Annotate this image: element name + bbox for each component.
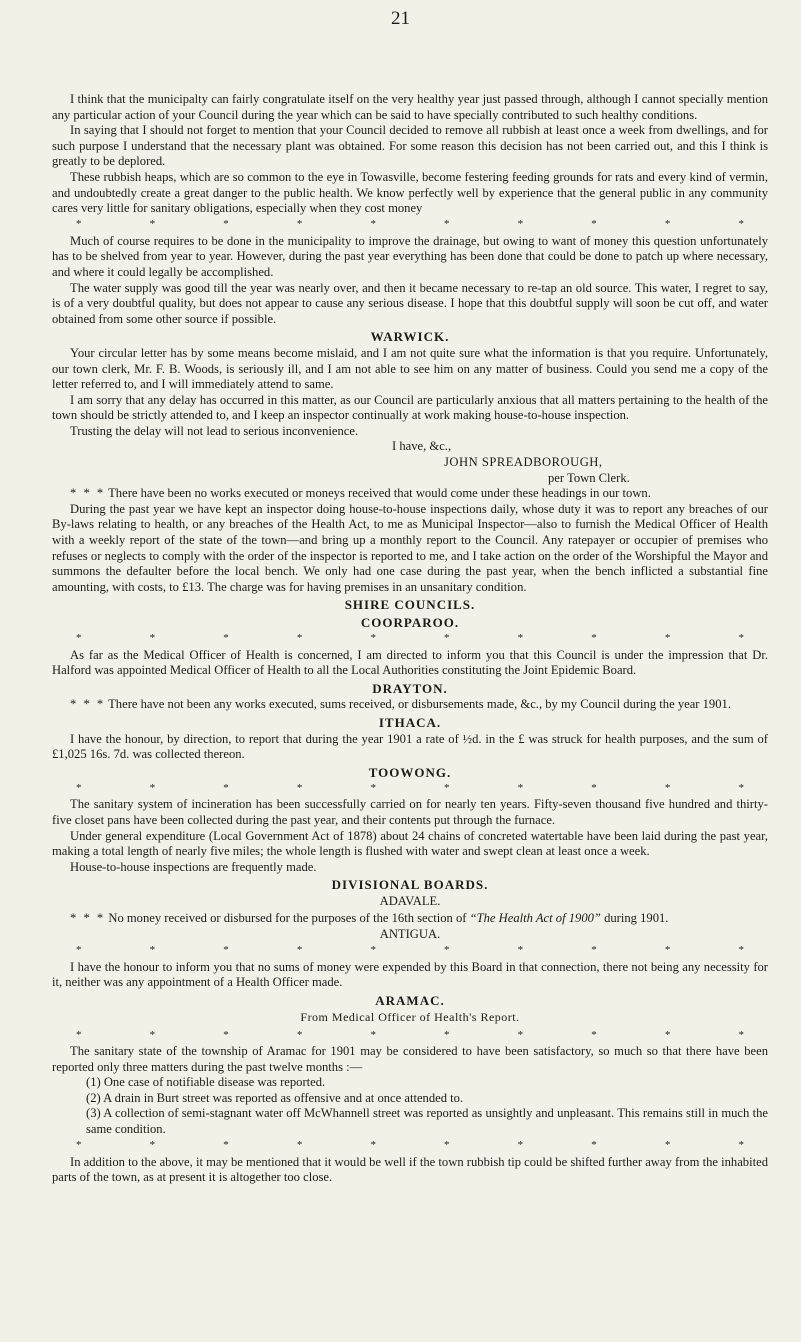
asterisk: *: [370, 1028, 376, 1041]
asterisk: *: [591, 944, 597, 957]
asterisk: *: [223, 944, 229, 957]
asterisk: *: [738, 1028, 744, 1041]
paragraph-text: There have been no works executed or moneys received that would come under these headings in our town.: [108, 486, 651, 501]
asterisk: *: [370, 218, 376, 231]
asterisk: *: [517, 944, 524, 957]
asterisk: *: [296, 632, 303, 645]
asterisk: *: [223, 632, 229, 645]
sub-heading: ANTIGUA.: [379, 927, 441, 942]
asterisk: *: [664, 1028, 671, 1041]
asterisk: *: [76, 218, 82, 231]
asterisk: *: [591, 218, 597, 231]
asterisk-separator: [52, 1139, 768, 1154]
asterisk-separator: [52, 218, 768, 233]
asterisk: *: [444, 782, 450, 795]
paragraph: Trusting the delay will not lead to serious inconvenience.: [70, 423, 359, 438]
asterisk: *: [738, 218, 744, 231]
asterisk: *: [591, 1139, 597, 1152]
asterisk: *: [738, 782, 744, 795]
asterisk: *: [444, 218, 450, 231]
asterisk: *: [738, 1139, 744, 1152]
paragraph: The sanitary state of the township of Aramac for 1901 may be considered to have been satisfactory, so much so that there have been reported only three matters during the past twelve months :—: [52, 1044, 768, 1074]
asterisk: *: [149, 782, 156, 795]
asterisk: *: [738, 944, 744, 957]
asterisk-lead: * * *: [70, 486, 106, 501]
asterisk: *: [223, 782, 229, 795]
paragraph: During the past year we have kept an inspector doing house-to-house inspections daily, whose duty it was to report any breaches of our By-laws relating to health, or any breaches of the Health Act, to me as Municipal Inspector—also to furnish the Medical Officer of Health with a weekly report of the state of the town—and bring up a monthly report to the Council. Any ratepayer or occupier of premises who refuses or neglects to comply with the order of the inspector is reported to me, and I take action on the order of the Worshipful the Mayor and summons the defaulter before the local bench. We only had one case during the past year, when the bench inflicted a substantial fine amounting, with costs, to £13. The charge was for having premises in an unsanitary condition.: [52, 501, 768, 594]
asterisk: *: [517, 1028, 524, 1041]
paragraph: Your circular letter has by some means become mislaid, and I am not quite sure what the information is that you require. Unfortunately, our town clerk, Mr. F. B. Woods, is seriously ill, and I am not able to see him on any matter of business. Could you send me a copy of the letter referred to, and I will immediately attend to same.: [52, 345, 768, 392]
asterisk: *: [223, 1028, 229, 1041]
report-source-heading: From Medical Officer of Health's Report.: [300, 1010, 520, 1025]
asterisk: *: [149, 632, 156, 645]
list-item: (3) A collection of semi-stagnant water off McWhannell street was reported as unsightly and unpleasant. This remains still in much the same condition.: [86, 1106, 768, 1137]
paragraph: In saying that I should not forget to mention that your Council decided to remove all rubbish at least once a week from dwellings, and for such purpose I understand that the necessary plant was obtained. For some reason this decision has not been carried out, and this I think is greatly to be deplored.: [52, 123, 768, 169]
list-item: (2) A drain in Burt street was reported as offensive and at once attended to.: [86, 1090, 464, 1105]
asterisk-separator: [52, 632, 768, 647]
asterisk: *: [296, 1028, 303, 1041]
asterisk: *: [370, 1139, 376, 1152]
asterisk-lead: * * *: [70, 910, 106, 925]
asterisk: *: [149, 218, 156, 231]
asterisk: *: [296, 218, 303, 231]
text-column: [52, 92, 768, 1186]
asterisk: *: [444, 1028, 450, 1041]
paragraph-text: during 1901.: [600, 910, 669, 925]
paragraph: I think that the municipalty can fairly congratulate itself on the very healthy year just passed through, although I cannot specially mention any particular action of your Council during the year which can be said to have specially contributed to such healthy conditions.: [52, 92, 768, 122]
asterisk: *: [76, 1139, 82, 1152]
asterisk: *: [444, 632, 450, 645]
asterisk: *: [296, 1139, 303, 1152]
asterisk: *: [370, 944, 376, 957]
list-item: (1) One case of notifiable disease was reported.: [86, 1075, 326, 1090]
asterisk: *: [223, 218, 229, 231]
asterisk: *: [444, 1139, 450, 1152]
asterisk: *: [591, 632, 597, 645]
sub-heading: ADAVALE.: [379, 893, 441, 908]
asterisk: *: [517, 218, 524, 231]
asterisk: *: [591, 782, 597, 795]
paragraph: House-to-house inspections are frequently made.: [70, 859, 317, 874]
asterisk: *: [591, 1028, 597, 1041]
paragraph: The water supply was good till the year was nearly over, and then it became necessary to re-tap an old source. This water, I regret to say, is of a very doubtful quality, but does not appear to cause any serious disease. I hope that this doubtful supply will soon be cut off, and water obtained from some other source if possible.: [52, 280, 768, 326]
paragraph: [52, 911, 768, 927]
section-heading: TOOWONG.: [368, 764, 452, 780]
asterisk: *: [444, 944, 450, 957]
paragraph: Under general expenditure (Local Government Act of 1878) about 24 chains of concreted watertable have been laid during the past year, making a total length of nearly five miles; the whole length is flushed with water and swept clean at least once a week.: [52, 828, 768, 859]
page-number: 21: [391, 8, 410, 29]
section-heading: ARAMAC.: [375, 992, 445, 1008]
asterisk: *: [370, 782, 376, 795]
asterisk: *: [149, 1139, 156, 1152]
section-heading: WARWICK.: [370, 329, 450, 345]
asterisk: *: [149, 1028, 156, 1041]
asterisk-separator: [52, 944, 768, 959]
paragraph: The sanitary system of incineration has been successfully carried on for nearly ten years. Fifty-seven thousand five hundred and thirty-five closet pans have been collected during the past year, and their contents put through the furnace.: [52, 797, 768, 827]
signature-line: JOHN SPREADBOROUGH,: [444, 455, 603, 470]
asterisk: *: [517, 1139, 524, 1152]
paragraph: I have the honour, by direction, to report that during the year 1901 a rate of ½d. in the £ was struck for health purposes, and the sum of £1,025 16s. 7d. was collected thereon.: [52, 731, 768, 762]
paragraph: I am sorry that any delay has occurred in this matter, as our Council are particularly anxious that all matters pertaining to the health of the town should be strictly attended to, and I keep an inspector continually at work making house-to-house inspection.: [52, 392, 768, 423]
asterisk: *: [76, 782, 82, 795]
paragraph: [52, 697, 768, 713]
asterisk: *: [76, 632, 82, 645]
paragraph: In addition to the above, it may be mentioned that it would be well if the town rubbish tip could be shifted further away from the inhabited parts of the town, as at present it is altogether too close.: [52, 1154, 768, 1185]
asterisk: *: [664, 218, 671, 231]
asterisk: *: [738, 632, 744, 645]
asterisk: *: [76, 944, 82, 957]
asterisk: *: [664, 782, 671, 795]
asterisk: *: [370, 632, 376, 645]
asterisk: *: [223, 1139, 229, 1152]
asterisk-lead: * * *: [70, 697, 106, 712]
paragraph: These rubbish heaps, which are so common to the eye in Towasville, become festering feeding grounds for rats and every kind of vermin, and undoubtedly create a great danger to the public health. We know perfectly well by experience that the general public in any community cares very little for sanitary obligations, especially when they cost money: [52, 169, 768, 216]
asterisk: *: [296, 944, 303, 957]
asterisk: *: [76, 1028, 82, 1041]
asterisk: *: [517, 632, 524, 645]
asterisk: *: [149, 944, 156, 957]
asterisk: *: [664, 944, 671, 957]
section-heading: DIVISIONAL BOARDS.: [331, 877, 489, 893]
signature-line: per Town Clerk.: [548, 470, 630, 485]
asterisk: *: [664, 632, 671, 645]
asterisk-separator: [52, 1028, 768, 1043]
asterisk: *: [296, 782, 303, 795]
paragraph: As far as the Medical Officer of Health is concerned, I am directed to inform you that this Council is under the impression that Dr. Halford was appointed Medical Officer of Health to all the Local Authorities constituting the Joint Epidemic Board.: [52, 647, 768, 678]
paragraph: I have the honour to inform you that no sums of money were expended by this Board in that connection, there not being any necessity for it, neither was any appointment of a Health Officer made.: [52, 959, 768, 990]
paragraph: [52, 486, 768, 502]
signature-line: I have, &c.,: [392, 439, 452, 454]
section-heading: COORPAROO.: [360, 615, 460, 630]
paragraph-text: No money received or disbursed for the purposes of the 16th section of: [108, 910, 470, 925]
asterisk-separator: [52, 781, 768, 796]
asterisk: *: [517, 782, 524, 795]
paragraph: Much of course requires to be done in the municipality to improve the drainage, but owing to want of money this question unfortunately has to be shelved from year to year. However, during the past year everything has been done that could be done to patch up where necessary, and where it could legally be accomplished.: [52, 233, 768, 279]
paragraph-text: There have not been any works executed, sums received, or disbursements made, &c., by my Council during the year 1901.: [108, 697, 731, 712]
section-heading: DRAYTON.: [372, 680, 448, 696]
section-heading: ITHACA.: [378, 714, 442, 730]
act-title: “The Health Act of 1900”: [469, 910, 601, 925]
asterisk: *: [664, 1139, 671, 1152]
section-heading: SHIRE COUNCILS.: [344, 597, 476, 613]
numbered-list: [52, 1075, 768, 1137]
